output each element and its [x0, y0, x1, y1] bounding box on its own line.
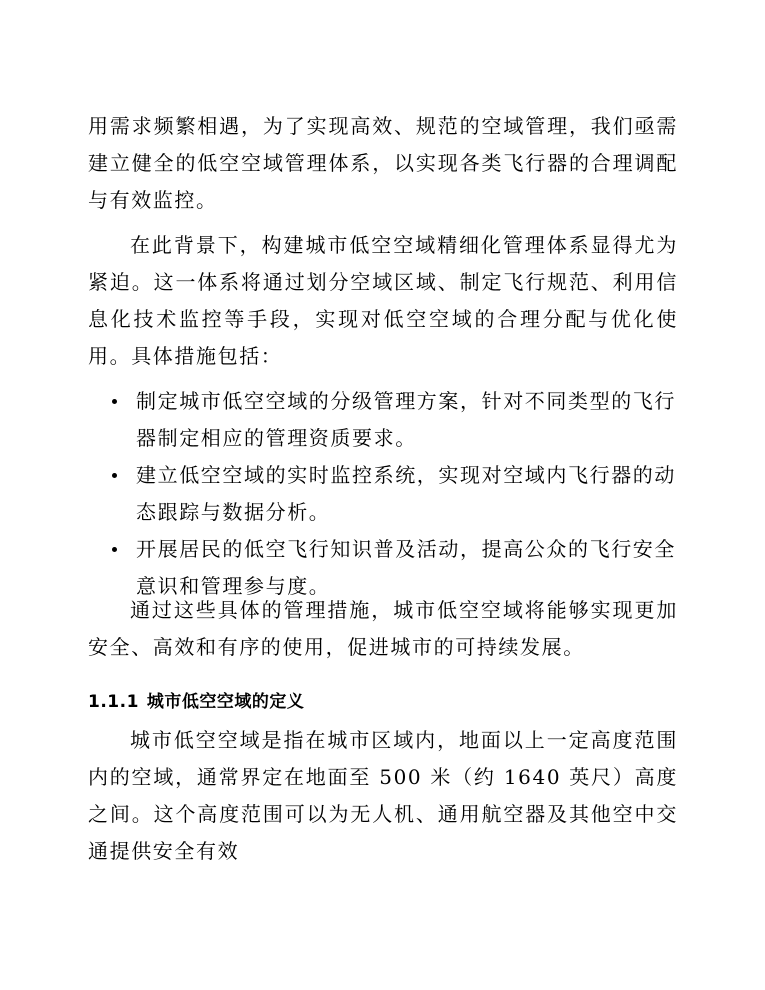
section-heading [88, 688, 304, 716]
bullet-dot-icon [112, 399, 117, 404]
section-title: 城市低空空域的定义 [146, 692, 305, 712]
measures-bullet-list [88, 383, 678, 605]
bullet-item-1 [88, 383, 678, 457]
bullet-dot-icon [112, 547, 117, 552]
section-number: 1.1.1 [88, 692, 139, 712]
bullet-item-2 [88, 457, 678, 531]
bullet-dot-icon [112, 473, 117, 478]
paragraph-definition: 城市低空空域是指在城市区域内，地面以上一定高度范围内的空域，通常界定在地面至 500 米（约 1640 英尺）高度之间。这个高度范围可以为无人机、通用航空器及其他空中交通提供安全有效 [88, 728, 678, 863]
bullet-text: 制定城市低空空域的分级管理方案，针对不同类型的飞行器制定相应的管理资质要求。 [136, 389, 676, 450]
bullet-text: 建立低空空域的实时监控系统，实现对空域内飞行器的动态跟踪与数据分析。 [136, 463, 676, 524]
paragraph-background: 在此背景下，构建城市低空空域精细化管理体系显得尤为紧迫。这一体系将通过划分空域区域、制定飞行规范、利用信息化技术监控等手段，实现对低空空域的合理分配与优化使用。具体措施包括： [88, 233, 678, 368]
bullet-text: 开展居民的低空飞行知识普及活动，提高公众的飞行安全意识和管理参与度。 [136, 537, 676, 598]
paragraph-intro-continuation: 用需求频繁相遇，为了实现高效、规范的空域管理，我们亟需建立健全的低空空域管理体系，以实现各类飞行器的合理调配与有效监控。 [88, 114, 678, 212]
paragraph-conclusion: 通过这些具体的管理措施，城市低空空域将能够实现更加安全、高效和有序的使用，促进城市的可持续发展。 [88, 598, 678, 659]
